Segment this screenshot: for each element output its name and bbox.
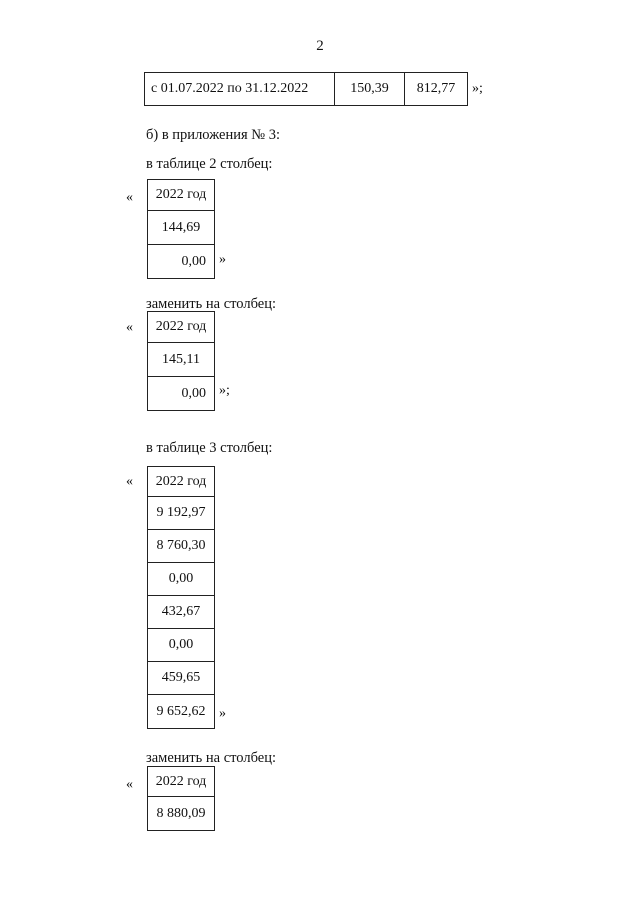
table2-new-column (147, 311, 215, 411)
value-cell-1: 150,39 (335, 73, 405, 105)
column-header: 2022 год (148, 312, 214, 343)
value-cell-2: 812,77 (416, 81, 456, 96)
column-cell: 8 880,09 (156, 805, 206, 821)
closing-quote: »; (472, 81, 483, 96)
opening-quote: « (126, 190, 133, 205)
table3-new-column (147, 766, 215, 831)
closing-quote: » (219, 706, 226, 721)
column-cell: 0,00 (148, 629, 214, 662)
column-cell: 9 652,62 (156, 703, 206, 719)
column-header: 2022 год (148, 767, 214, 797)
closing-quote: »; (219, 383, 230, 398)
column-cell: 0,00 (181, 253, 206, 269)
page-number: 2 (316, 38, 324, 54)
table3-intro: в таблице 3 столбец: (146, 440, 273, 456)
period-cell: с 01.07.2022 по 31.12.2022 (145, 73, 335, 105)
column-cell: 0,00 (148, 563, 214, 596)
period-values-table (144, 72, 468, 106)
column-header: 2022 год (148, 180, 214, 211)
opening-quote: « (126, 320, 133, 335)
column-header: 2022 год (148, 467, 214, 497)
opening-quote: « (126, 777, 133, 792)
table3-old-column (147, 466, 215, 729)
column-cell: 145,11 (148, 343, 214, 377)
closing-quote: » (219, 252, 226, 267)
opening-quote: « (126, 474, 133, 489)
replace-label: заменить на столбец: (146, 296, 276, 312)
column-cell: 432,67 (148, 596, 214, 629)
section-b-heading: б) в приложения № 3: (146, 127, 281, 143)
column-cell: 459,65 (148, 662, 214, 695)
column-cell: 8 760,30 (148, 530, 214, 563)
table2-intro: в таблице 2 столбец: (146, 156, 273, 172)
column-cell: 144,69 (148, 211, 214, 245)
replace-label: заменить на столбец: (146, 750, 276, 766)
column-cell: 9 192,97 (148, 497, 214, 530)
column-cell: 0,00 (181, 385, 206, 401)
table2-old-column (147, 179, 215, 279)
